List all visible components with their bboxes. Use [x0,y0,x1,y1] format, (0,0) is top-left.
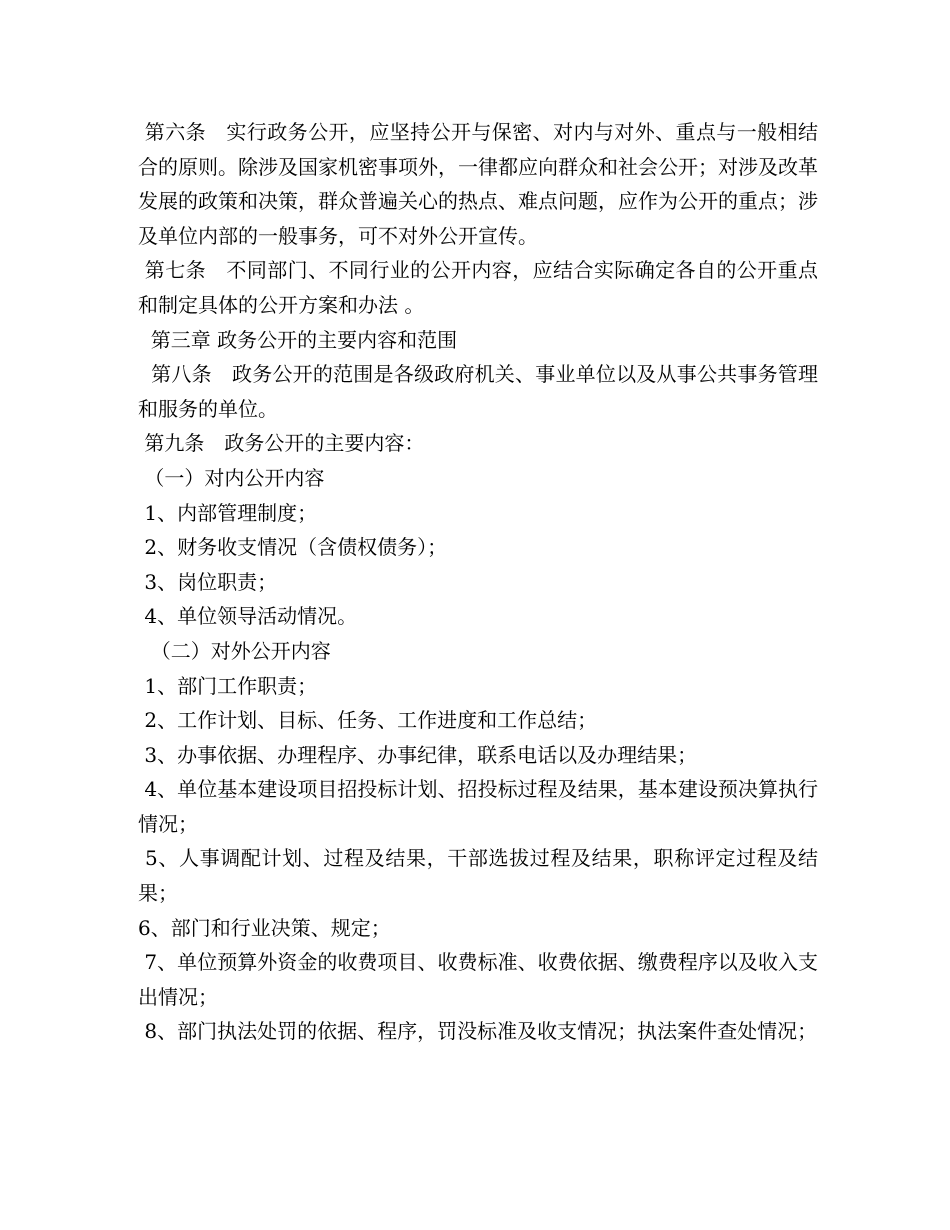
paragraph-article-8: 第八条 政务公开的范围是各级政府机关、事业单位以及从事公共事务管理和服务的单位。 [138,362,819,421]
document-body [138,115,818,1049]
list-item: 4、单位领导活动情况。 [138,604,358,629]
list-item: 3、办事依据、办理程序、办事纪律，联系电话以及办理结果； [138,742,698,767]
chapter-3-heading: 第三章 政务公开的主要内容和范围 [138,327,458,352]
paragraph-article-9: 第九条 政务公开的主要内容： [138,431,425,456]
section-internal-heading: （一）对内公开内容 [138,465,325,490]
paragraph-article-7: 第七条 不同部门、不同行业的公开内容，应结合实际确定各自的公开重点和制定具体的公开方案和办法 。 [138,258,819,317]
list-item: 3、岗位职责； [138,569,278,594]
list-item: 4、单位基本建设项目招投标计划、招投标过程及结果，基本建设预决算执行情况； [138,777,818,836]
list-item: 2、财务收支情况（含债权债务）； [138,535,448,560]
list-item: 8、部门执法处罚的依据、程序，罚没标准及收支情况；执法案件查处情况； [138,1019,818,1044]
list-item: 7、单位预算外资金的收费项目、收费标准、收费依据、缴费程序以及收入支出情况； [138,950,818,1009]
section-external-heading: （二）对外公开内容 [138,638,331,663]
list-item: 1、部门工作职责； [138,673,318,698]
list-item: 1、内部管理制度； [138,500,318,525]
list-item: 5、人事调配计划、过程及结果，干部选拔过程及结果，职称评定过程及结果； [138,846,818,906]
paragraph-article-6: 第六条 实行政务公开，应坚持公开与保密、对内与对外、重点与一般相结合的原则。除涉及国家机密事项外，一律都应向群众和社会公开；对涉及改革发展的政策和决策，群众普遍关心的热点、难点问题，应作为公开的重点；涉及单位内部的一般事务，可不对外公开宣传。 [138,120,819,248]
list-item: 2、工作计划、目标、任务、工作进度和工作总结； [138,708,598,733]
list-item: 6、部门和行业决策、规定； [138,915,391,940]
